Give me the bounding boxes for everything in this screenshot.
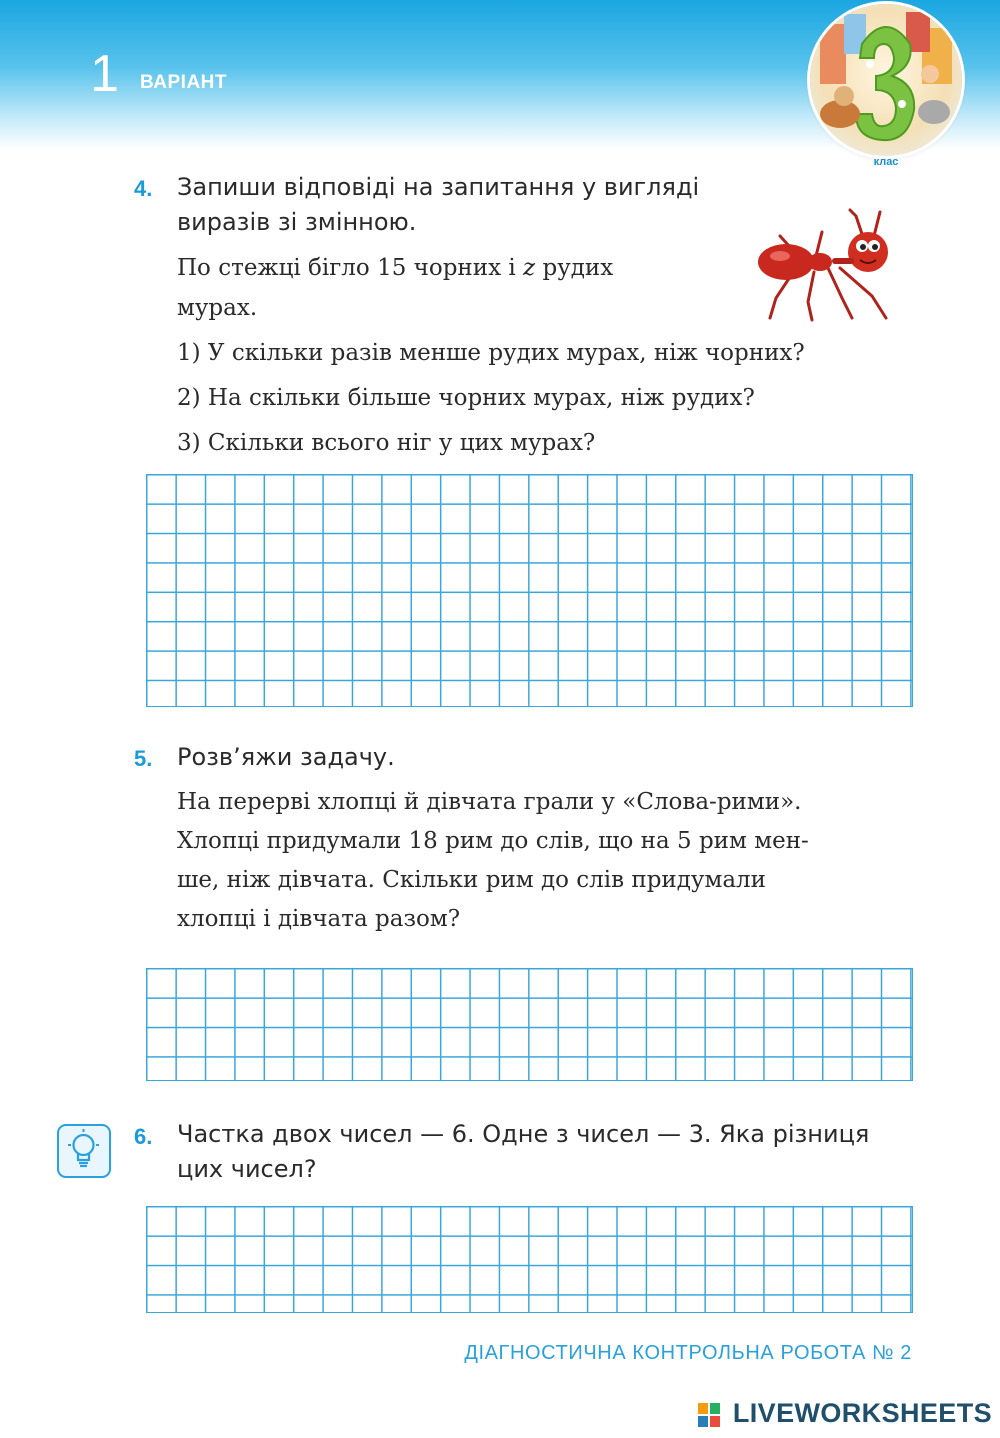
- task-4-question-3: 3) Скільки всього ніг у цих мурах?: [177, 430, 596, 456]
- task-5-line-4: хлопці і дівчата разом?: [177, 906, 461, 932]
- task-4-problem-text-b: рудих: [535, 255, 614, 281]
- grade-badge-caption: клас: [873, 156, 899, 168]
- lightbulb-hint-icon: [57, 1124, 111, 1178]
- task-4-instruction-line-1: Запиши відповіді на запитання у вигляді: [177, 173, 700, 201]
- task-6-line-1: Частка двох чисел — 6. Одне з чисел — 3. Яка різниця: [177, 1120, 870, 1148]
- task-4-number: 4.: [134, 176, 153, 201]
- task-5-line-1: На перерві хлопці й дівчата грали у «Слова-рими».: [177, 789, 802, 815]
- variant-label: ВАРІАНТ: [140, 72, 227, 93]
- grade-badge: [810, 4, 962, 156]
- lightbulb-icon: [59, 1126, 108, 1175]
- task-4-answer-grid[interactable]: [146, 474, 913, 707]
- variant-number: 1: [90, 45, 119, 103]
- footer-title: ДІАГНОСТИЧНА КОНТРОЛЬНА РОБОТА № 2: [464, 1342, 912, 1364]
- task-5-instruction: Розв’яжи задачу.: [177, 743, 395, 771]
- liveworksheets-logo-icon: [698, 1403, 720, 1427]
- task-4-instruction-line-2: виразів зі змінною.: [177, 208, 417, 236]
- task-4-problem-line-2: мурах.: [177, 295, 258, 321]
- ant-illustration: [756, 206, 906, 324]
- task-4-problem-text-a: По стежці бігло 15 чорних і: [177, 255, 524, 281]
- task-5-number: 5.: [134, 746, 153, 771]
- task-4-variable: z: [523, 255, 536, 281]
- liveworksheets-brand[interactable]: LIVEWORKSHEETS: [732, 1398, 992, 1428]
- task-4-question-2: 2) На скільки більше чорних мурах, ніж рудих?: [177, 385, 755, 411]
- task-6-line-2: цих чисел?: [177, 1155, 317, 1183]
- task-6-answer-grid[interactable]: [146, 1206, 913, 1313]
- task-4-problem-line-1: [177, 248, 613, 288]
- task-4-question-1: 1) У скільки разів менше рудих мурах, ніж чорних?: [177, 340, 805, 366]
- grade-badge-illustration: [810, 4, 962, 156]
- task-6-number: 6.: [134, 1124, 153, 1149]
- task-5-line-2: Хлопці придумали 18 рим до слів, що на 5 рим мен-: [177, 828, 809, 854]
- task-5-answer-grid[interactable]: [146, 968, 913, 1081]
- task-5-line-3: ше, ніж дівчата. Скільки рим до слів придумали: [177, 867, 766, 893]
